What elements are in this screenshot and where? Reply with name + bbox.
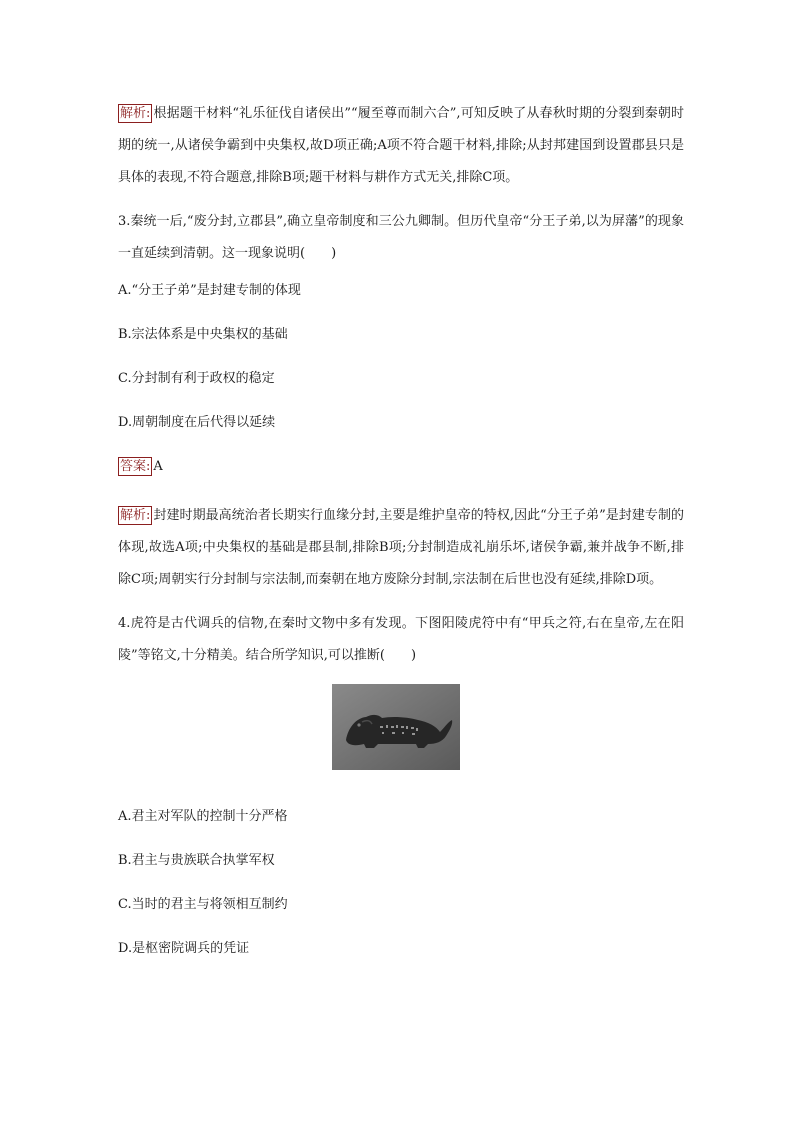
q3-option-b: B.宗法体系是中央集权的基础	[118, 327, 288, 342]
document-page	[118, 98, 684, 982]
q3-answer	[118, 456, 684, 500]
answer-tag: 答案:	[120, 459, 151, 474]
figure-container	[118, 684, 684, 796]
q2-analysis	[118, 98, 684, 194]
q3-stem: 3.秦统一后,“废分封,立郡县”,确立皇帝制度和三公九卿制。但历代皇帝“分王子弟,以为屏藩”的现象一直延续到清朝。这一现象说明( )	[118, 214, 684, 261]
q4-option-d: D.是枢密院调兵的凭证	[118, 941, 250, 956]
analysis-text: 根据题干材料“礼乐征伐自诸侯出”“履至尊而制六合”,可知反映了从春秋时期的分裂到秦朝时期的统一,从诸侯争霸到中央集权,故D项正确;A项不符合题干材料,排除;从封邦建国到设置郡县只是具体的表现,不符合题意,排除B项;题干材料与耕作方式无关,排除C项。	[118, 106, 684, 185]
q4-option-a: A.君主对军队的控制十分严格	[118, 809, 288, 824]
answer-value: A	[153, 459, 163, 474]
analysis-tag: 解析:	[120, 106, 151, 121]
tiger-tally-photo-icon	[332, 684, 460, 770]
q3-option-c: C.分封制有利于政权的稳定	[118, 371, 275, 386]
q4-stem: 4.虎符是古代调兵的信物,在秦时文物中多有发现。下图阳陵虎符中有“甲兵之符,右在皇帝,左在阳陵”等铭文,十分精美。结合所学知识,可以推断( )	[118, 616, 684, 663]
analysis-tag: 解析:	[120, 508, 151, 523]
analysis-text: 封建时期最高统治者长期实行血缘分封,主要是维护皇帝的特权,因此“分王子弟”是封建专制的体现,故选A项;中央集权的基础是郡县制,排除B项;分封制造成礼崩乐坏,诸侯争霸,兼并战争不断,排除C项;周朝实行分封制与宗法制,而秦朝在地方废除分封制,宗法制在后世也没有延续,排除D项。	[118, 508, 684, 587]
q3-analysis	[118, 500, 684, 596]
q4-option-b: B.君主与贵族联合执掌军权	[118, 853, 275, 868]
q3-option-a: A.“分王子弟”是封建专制的体现	[118, 283, 301, 298]
q4-option-c: C.当时的君主与将领相互制约	[118, 897, 288, 912]
q3-option-d: D.周朝制度在后代得以延续	[118, 415, 276, 430]
